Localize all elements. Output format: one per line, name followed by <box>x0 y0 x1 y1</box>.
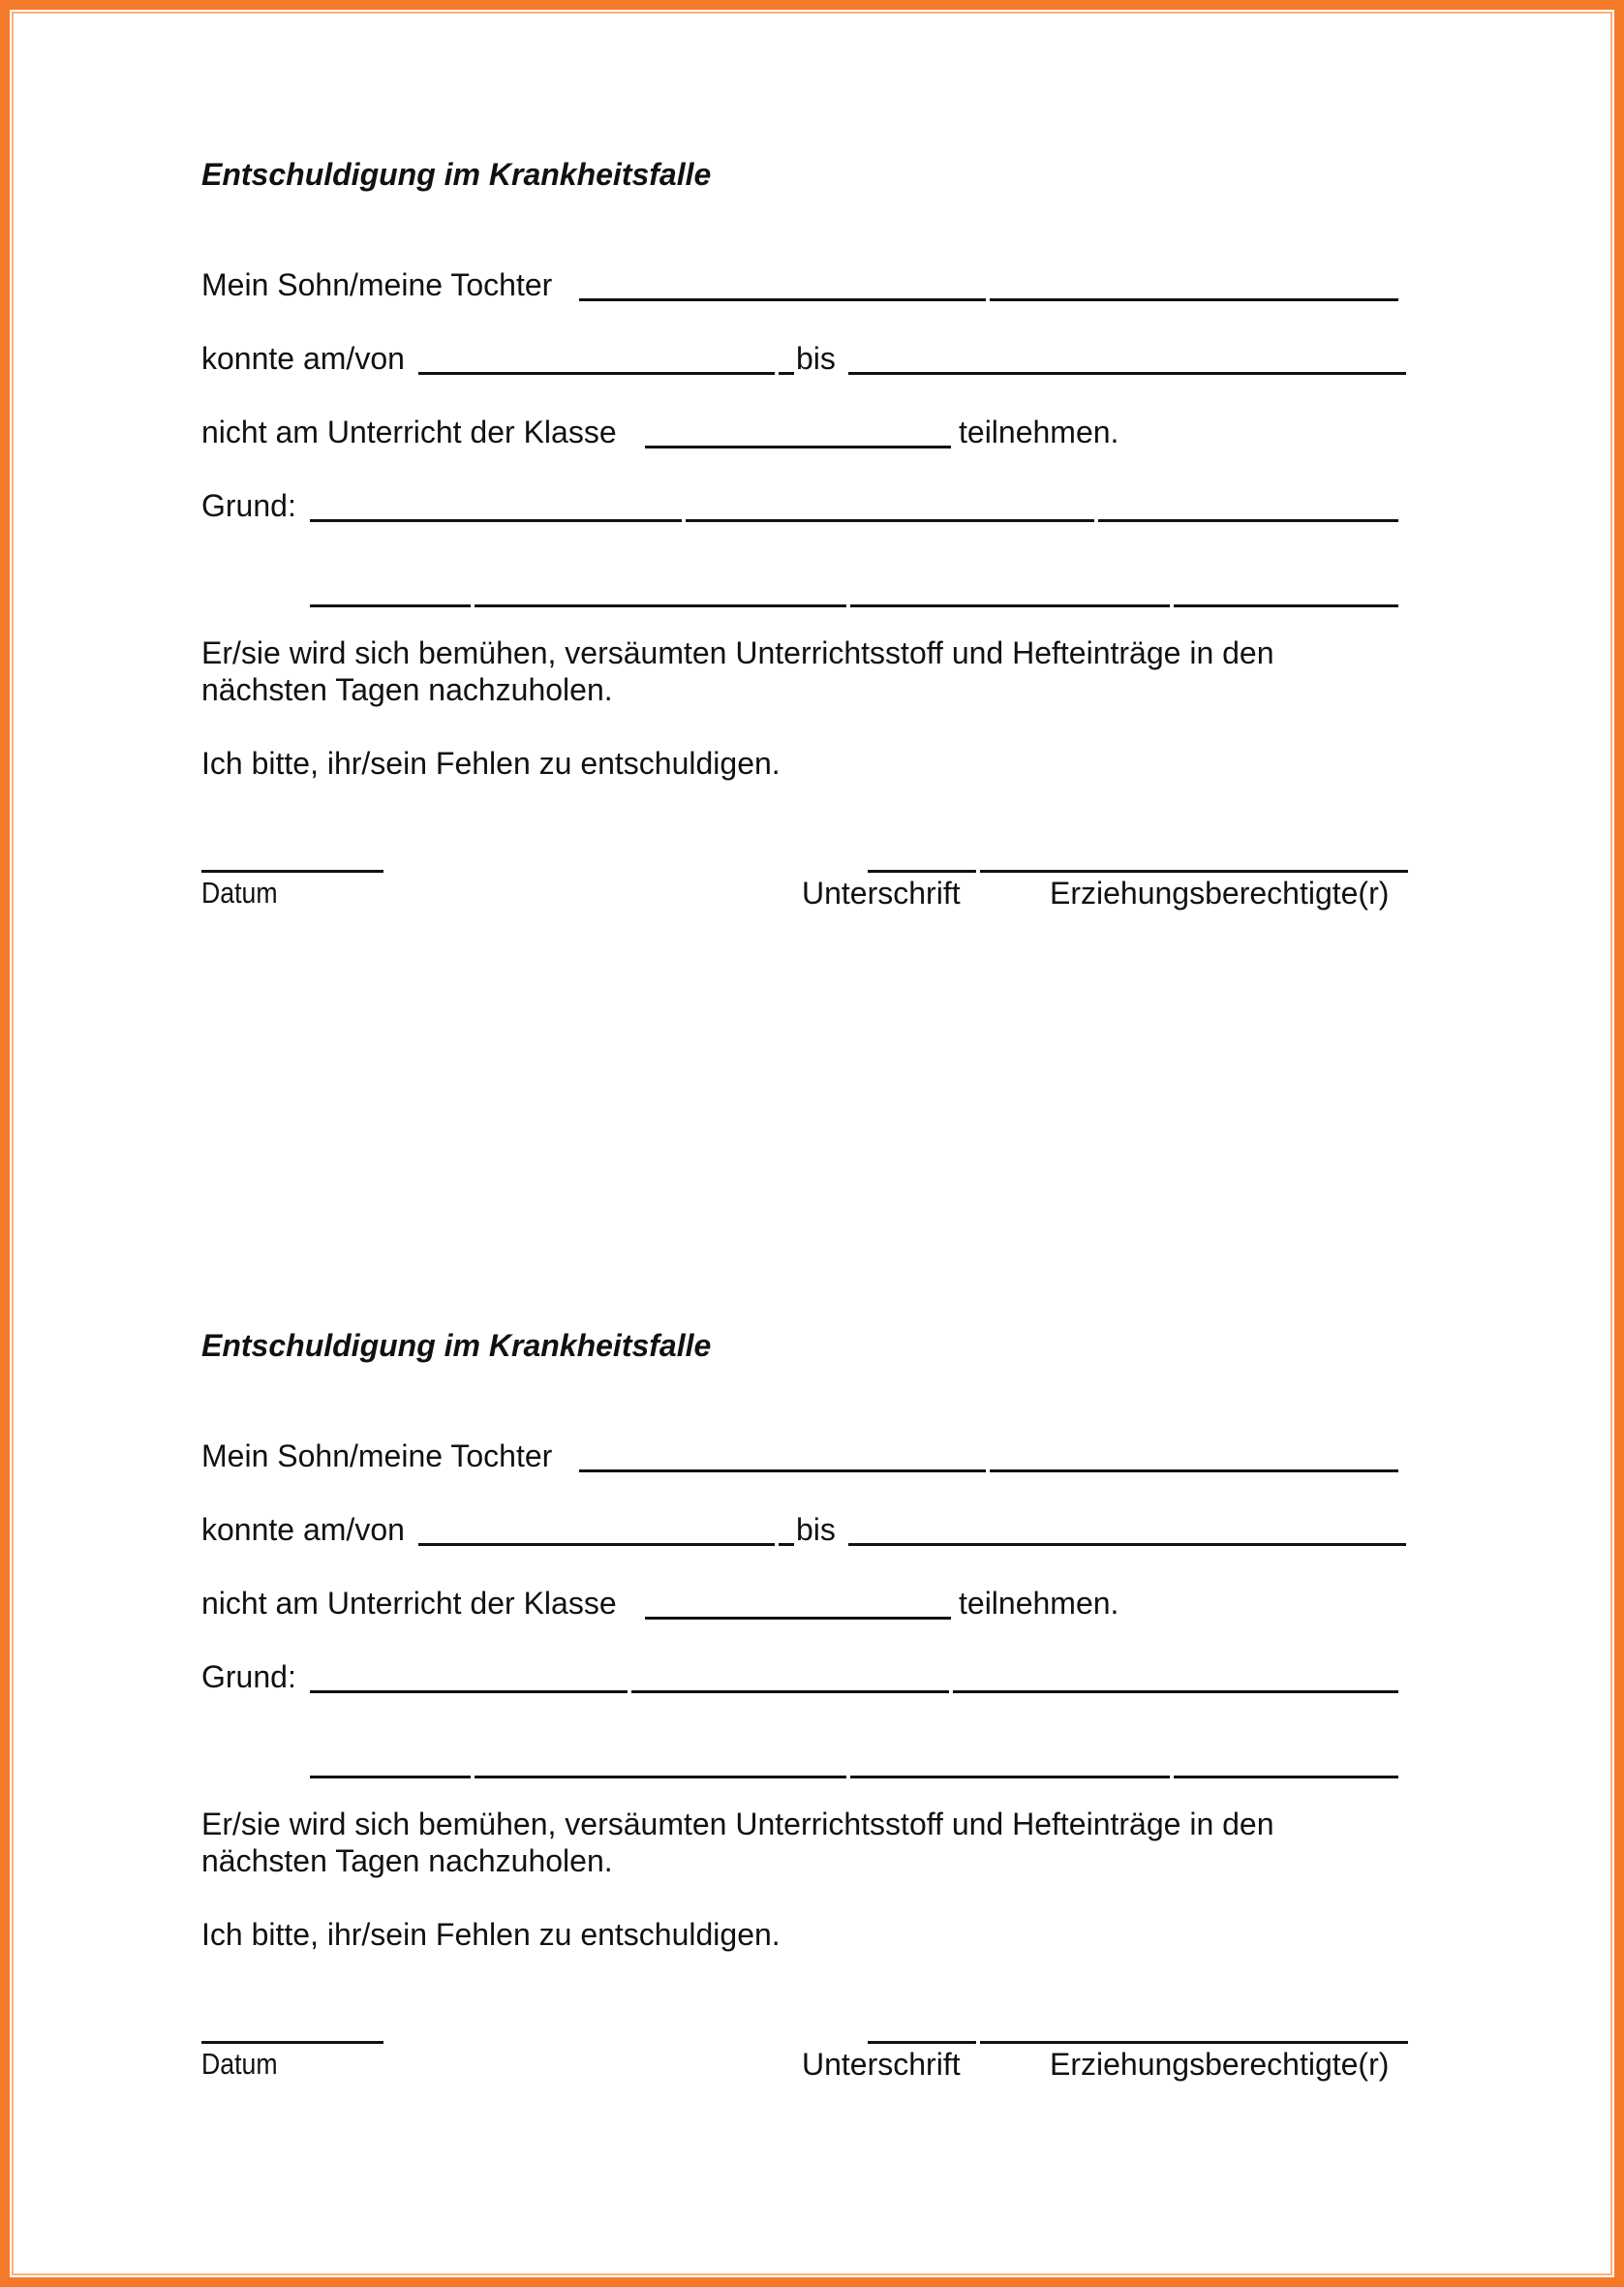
from-date-line[interactable] <box>418 1543 775 1546</box>
from-date-line[interactable] <box>418 372 775 375</box>
reason-line-2c[interactable] <box>850 604 1170 607</box>
reason-line-1c[interactable] <box>1098 519 1398 522</box>
class-label: nicht am Unterricht der Klasse <box>201 415 617 449</box>
date-line[interactable] <box>201 2041 383 2044</box>
date-line[interactable] <box>201 870 383 873</box>
effort-text-line-2: nächsten Tagen nachzuholen. <box>201 672 613 707</box>
signature-line-a[interactable] <box>868 2041 976 2044</box>
until-date-line[interactable] <box>848 372 1406 375</box>
child-label: Mein Sohn/meine Tochter <box>201 1438 553 1473</box>
signature-caption: Unterschrift <box>802 2047 961 2082</box>
reason-line-2d[interactable] <box>1174 604 1398 607</box>
reason-label: Grund: <box>201 488 296 523</box>
child-label: Mein Sohn/meine Tochter <box>201 267 553 302</box>
signature-line-b[interactable] <box>980 870 1408 873</box>
absence-form-2 <box>10 1326 1614 2198</box>
date-caption: Datum <box>201 876 278 910</box>
child-name-line-a[interactable] <box>579 298 986 301</box>
child-name-line-b[interactable] <box>990 1469 1398 1472</box>
guardian-caption: Erziehungsberechtigte(r) <box>1050 876 1390 911</box>
reason-line-1b[interactable] <box>631 1690 949 1693</box>
participate-label: teilnehmen. <box>959 415 1119 449</box>
reason-line-2d[interactable] <box>1174 1776 1398 1778</box>
reason-line-2b[interactable] <box>475 604 846 607</box>
reason-line-2a[interactable] <box>310 604 471 607</box>
excuse-request-text: Ich bitte, ihr/sein Fehlen zu entschuldigen. <box>201 1917 781 1952</box>
reason-line-2b[interactable] <box>475 1776 846 1778</box>
reason-line-2a[interactable] <box>310 1776 471 1778</box>
until-date-line[interactable] <box>848 1543 1406 1546</box>
reason-line-1b[interactable] <box>686 519 1094 522</box>
from-label: konnte am/von <box>201 1512 405 1547</box>
date-caption: Datum <box>201 2047 278 2081</box>
child-name-line-a[interactable] <box>579 1469 986 1472</box>
effort-text-line-2: nächsten Tagen nachzuholen. <box>201 1843 613 1878</box>
form-title: Entschuldigung im Krankheitsfalle <box>201 157 712 192</box>
signature-line-b[interactable] <box>980 2041 1408 2044</box>
signature-line-a[interactable] <box>868 870 976 873</box>
form-title: Entschuldigung im Krankheitsfalle <box>201 1328 712 1363</box>
from-date-line-end <box>779 372 794 375</box>
class-label: nicht am Unterricht der Klasse <box>201 1586 617 1621</box>
reason-line-1a[interactable] <box>310 1690 628 1693</box>
until-label: bis <box>796 1512 836 1547</box>
participate-label: teilnehmen. <box>959 1586 1119 1621</box>
reason-line-2c[interactable] <box>850 1776 1170 1778</box>
effort-text-line-1: Er/sie wird sich bemühen, versäumten Unterrichtsstoff und Hefteinträge in den <box>201 635 1274 670</box>
from-date-line-end <box>779 1543 794 1546</box>
reason-line-1a[interactable] <box>310 519 682 522</box>
from-label: konnte am/von <box>201 341 405 376</box>
excuse-request-text: Ich bitte, ihr/sein Fehlen zu entschuldigen. <box>201 746 781 781</box>
guardian-caption: Erziehungsberechtigte(r) <box>1050 2047 1390 2082</box>
reason-line-1c[interactable] <box>953 1690 1398 1693</box>
absence-form-1 <box>10 155 1614 1027</box>
child-name-line-b[interactable] <box>990 298 1398 301</box>
signature-caption: Unterschrift <box>802 876 961 911</box>
class-line[interactable] <box>645 1617 951 1620</box>
until-label: bis <box>796 341 836 376</box>
effort-text-line-1: Er/sie wird sich bemühen, versäumten Unterrichtsstoff und Hefteinträge in den <box>201 1807 1274 1841</box>
class-line[interactable] <box>645 446 951 448</box>
reason-label: Grund: <box>201 1659 296 1694</box>
